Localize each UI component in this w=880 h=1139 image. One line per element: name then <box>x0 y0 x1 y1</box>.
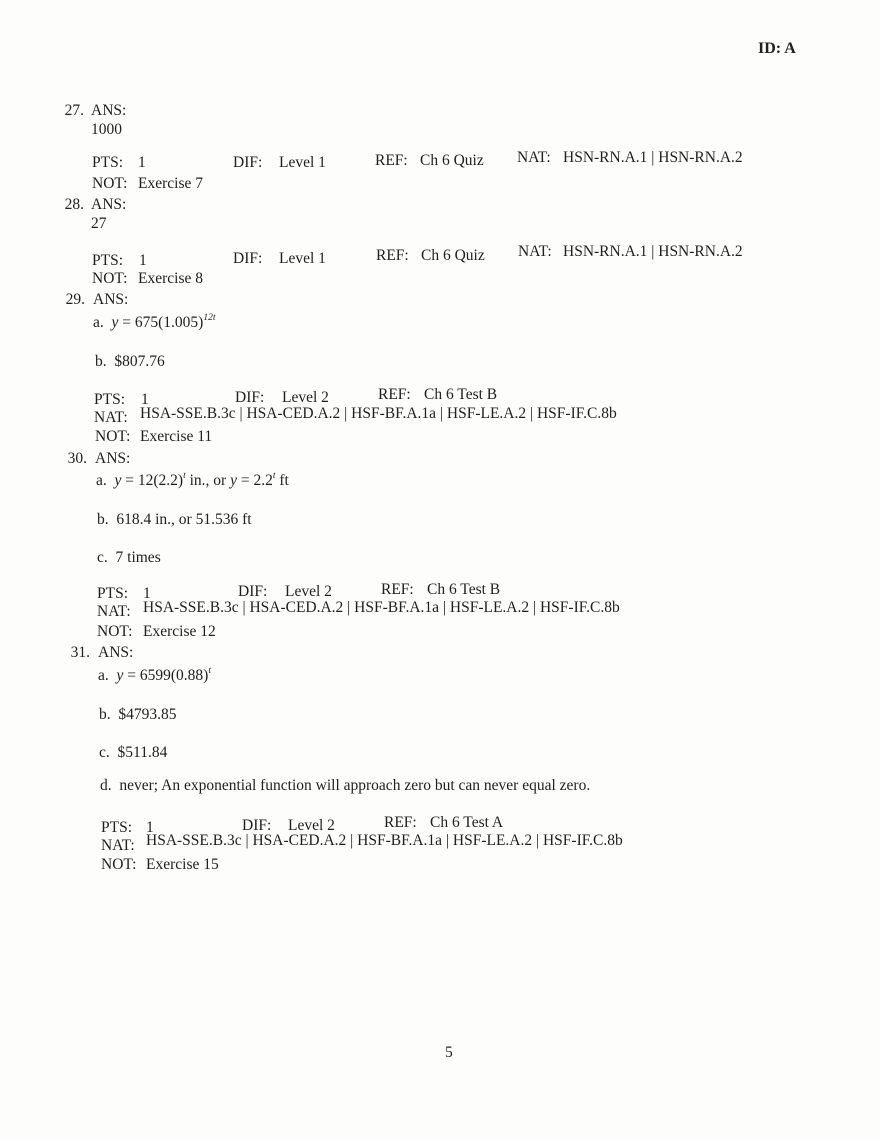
answer-letter: d. <box>100 777 112 794</box>
dif-label: DIF: <box>235 389 265 406</box>
ref-label: REF: <box>376 247 409 264</box>
question-number: 31. <box>70 644 90 661</box>
answer-a <box>93 314 216 332</box>
answer-c <box>97 549 161 567</box>
dif-value: Level 2 <box>285 583 332 600</box>
answer-d <box>100 777 590 795</box>
pts-label: PTS: <box>92 252 124 269</box>
ref-label: REF: <box>384 814 417 831</box>
dif-label: DIF: <box>238 583 268 600</box>
math-variable: y <box>116 667 124 684</box>
dif-label: DIF: <box>233 154 263 171</box>
answer-text: 618.4 in., or 51.536 ft <box>116 511 252 528</box>
answer-letter: a. <box>96 472 107 489</box>
math-expression: = 675(1.005) <box>118 314 204 331</box>
dif-label: DIF: <box>233 250 263 267</box>
ref-label: REF: <box>381 581 414 598</box>
ans-label: ANS: <box>93 291 129 308</box>
answer-a <box>98 667 211 685</box>
ans-label: ANS: <box>98 644 134 661</box>
answer-c <box>99 744 167 762</box>
answer-text: never; An exponential function will approach zero but can never equal zero. <box>119 777 591 794</box>
answer-text: 27 <box>91 215 107 232</box>
nat-value: HSA-SSE.B.3c | HSA-CED.A.2 | HSF-BF.A.1a | HSF-LE.A.2 | HSF-IF.C.8b <box>143 599 620 616</box>
nat-value: HSA-SSE.B.3c | HSA-CED.A.2 | HSF-BF.A.1a | HSF-LE.A.2 | HSF-IF.C.8b <box>140 405 617 422</box>
dif-value: Level 1 <box>279 154 326 171</box>
pts-value: 1 <box>141 391 149 408</box>
nat-value: HSN-RN.A.1 | HSN-RN.A.2 <box>563 149 743 166</box>
ref-label: REF: <box>378 386 411 403</box>
math-variable: y <box>111 314 119 331</box>
not-value: Exercise 15 <box>146 856 219 873</box>
not-value: Exercise 11 <box>140 428 213 445</box>
answer-text: ft <box>275 472 289 489</box>
math-exponent: t <box>208 666 211 676</box>
answer-letter: b. <box>99 706 111 723</box>
math-expression: = 6599(0.88) <box>123 667 209 684</box>
answer-letter: b. <box>95 353 107 370</box>
ref-value: Ch 6 Test A <box>430 814 504 831</box>
nat-value: HSA-SSE.B.3c | HSA-CED.A.2 | HSF-BF.A.1a | HSF-LE.A.2 | HSF-IF.C.8b <box>146 832 623 849</box>
answer-b <box>99 706 177 724</box>
math-variable: y <box>230 472 237 489</box>
answer-text: 7 times <box>115 549 161 566</box>
pts-value: 1 <box>139 252 147 269</box>
pts-label: PTS: <box>97 585 129 602</box>
not-value: Exercise 8 <box>138 270 203 287</box>
math-exponent: 12t <box>203 313 216 323</box>
nat-value: HSN-RN.A.1 | HSN-RN.A.2 <box>563 243 743 260</box>
not-label: NOT: <box>95 428 131 445</box>
nat-label: NAT: <box>518 243 552 260</box>
not-value: Exercise 7 <box>138 175 203 192</box>
ref-value: Ch 6 Quiz <box>420 152 484 169</box>
question-number: 28. <box>64 196 84 213</box>
math-variable: y <box>114 472 122 489</box>
question-number: 27. <box>64 102 84 119</box>
answer-b <box>97 511 252 529</box>
not-value: Exercise 12 <box>143 623 216 640</box>
ref-value: Ch 6 Quiz <box>421 247 485 264</box>
pts-value: 1 <box>143 585 151 602</box>
answer-letter: c. <box>97 549 108 566</box>
math-expression: = 12(2.2) <box>121 472 184 489</box>
not-label: NOT: <box>92 270 128 287</box>
nat-label: NAT: <box>97 603 131 620</box>
answer-text: $511.84 <box>117 744 168 761</box>
document-id: ID: A <box>758 40 796 57</box>
dif-value: Level 2 <box>282 389 329 406</box>
answer-letter: b. <box>97 511 109 528</box>
answer-a <box>96 472 289 490</box>
question-number: 29. <box>65 291 85 308</box>
answer-letter: c. <box>99 744 110 761</box>
ans-label: ANS: <box>95 450 131 467</box>
nat-label: NAT: <box>101 837 135 854</box>
ref-value: Ch 6 Test B <box>427 581 501 598</box>
ans-label: ANS: <box>91 102 127 119</box>
pts-value: 1 <box>146 819 154 836</box>
not-label: NOT: <box>97 623 133 640</box>
ans-label: ANS: <box>91 196 127 213</box>
not-label: NOT: <box>101 856 137 873</box>
nat-label: NAT: <box>94 409 128 426</box>
pts-value: 1 <box>138 154 146 171</box>
answer-letter: a. <box>93 314 104 331</box>
answer-text: in., or <box>185 472 231 489</box>
answer-text: $4793.85 <box>118 706 177 723</box>
not-label: NOT: <box>92 175 128 192</box>
answer-letter: a. <box>98 667 109 684</box>
answer-text: 1000 <box>91 121 122 138</box>
pts-label: PTS: <box>92 154 124 171</box>
math-exponent: t <box>183 471 186 481</box>
math-expression: = 2.2 <box>236 472 273 489</box>
dif-value: Level 1 <box>279 250 326 267</box>
math-exponent: t <box>272 471 276 481</box>
page-number: 5 <box>445 1044 453 1061</box>
answer-text: $807.76 <box>114 353 165 370</box>
answer-b <box>95 353 165 371</box>
question-number: 30. <box>67 450 87 467</box>
pts-label: PTS: <box>101 819 133 836</box>
dif-value: Level 2 <box>288 817 335 834</box>
nat-label: NAT: <box>517 149 551 166</box>
ref-value: Ch 6 Test B <box>424 386 498 403</box>
pts-label: PTS: <box>94 391 126 408</box>
ref-label: REF: <box>375 152 408 169</box>
dif-label: DIF: <box>242 817 272 834</box>
